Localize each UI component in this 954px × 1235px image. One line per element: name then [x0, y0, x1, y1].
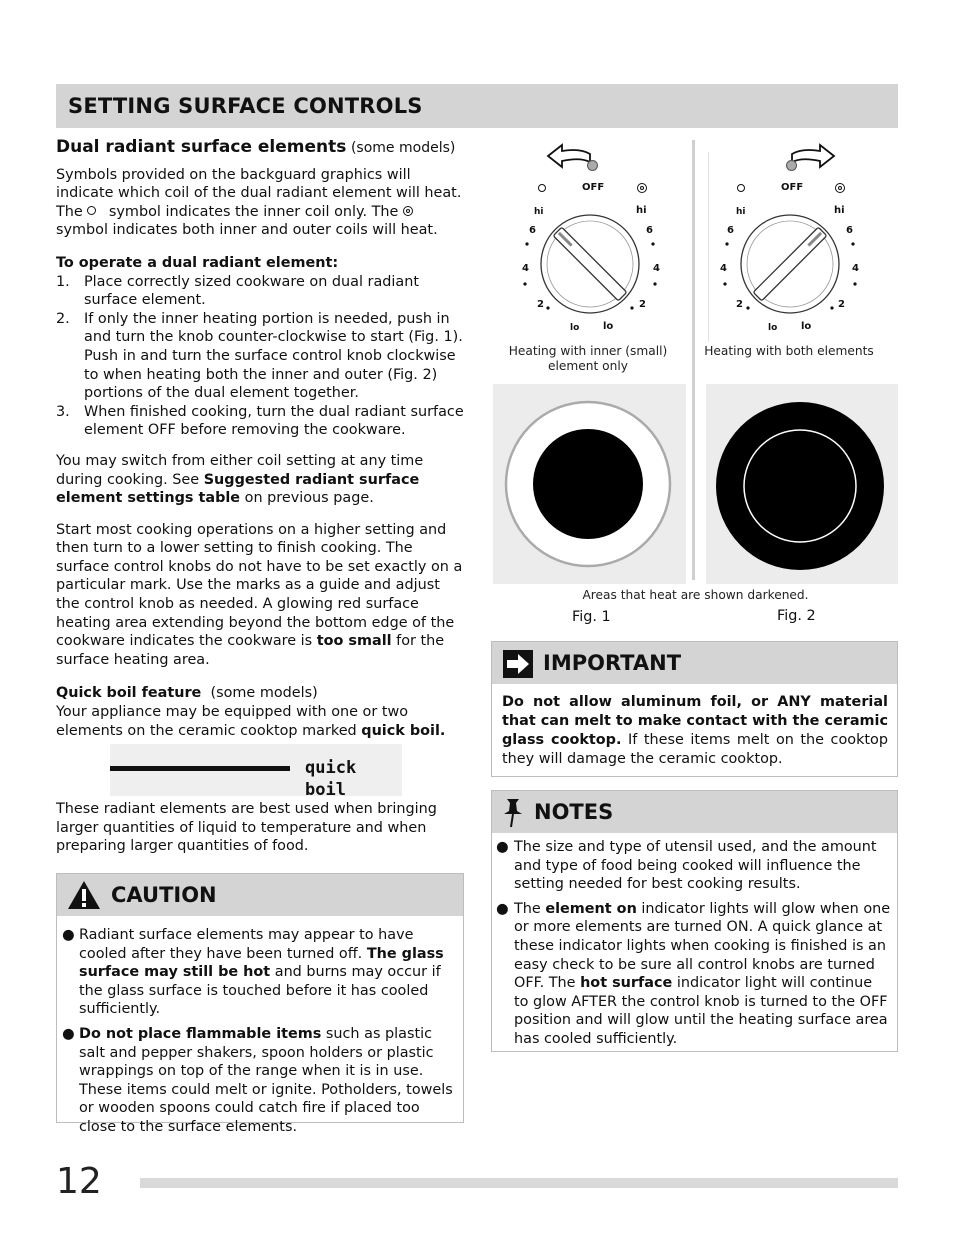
caution-box: [56, 873, 464, 1135]
lo-label: lo: [768, 323, 778, 333]
dial-1-caption: Heating with inner (small) element only: [508, 344, 668, 373]
notes-list: [492, 833, 897, 1049]
important-box: [491, 641, 898, 777]
inner-coil-symbol-icon: [737, 184, 745, 192]
operate-steps: [56, 273, 464, 440]
indicator-light-icon: [786, 160, 797, 171]
list-item: 3. When finished cooking, turn the dual radiant surface element OFF before removing the cookware.: [56, 403, 464, 439]
indicator-light-icon: [587, 160, 598, 171]
both-coils-symbol-icon: [835, 183, 845, 193]
control-knob-2: [720, 198, 870, 328]
setting-4-label: 4: [522, 263, 529, 274]
setting-4-label: 4: [720, 263, 727, 274]
list-item: ● Do not place flammable items such as plastic salt and pepper shakers, spoon holders or plastic wrappings on top of the range when it is in use. These items could melt or ignite. Potholders, towels or wooden spoons could catch fire if placed too close to the surface elements.: [62, 1025, 453, 1135]
notes-title: NOTES: [534, 800, 614, 824]
figure-divider: [692, 140, 695, 580]
quick-boil-heading: Quick boil feature (some models): [56, 685, 318, 702]
setting-6-label: 6: [646, 225, 653, 236]
start-paragraph: Start most cooking operations on a higher setting and then turn to a lower setting to finish cooking. The surface control knobs do not have to be set exactly on a particular mark. Use the marks as a guide and adjust the control knob as needed. A glowing red surface heating area extending beyond the bottom edge of the cookware indicates the cookware is too small for the surface heating area.: [56, 521, 463, 668]
arrow-right-icon: [503, 650, 533, 678]
warning-triangle-icon: [67, 880, 101, 910]
figures-caption: Areas that heat are shown darkened.: [582, 588, 809, 602]
fig-2-element: [706, 384, 898, 584]
dial-1-panel: [500, 138, 680, 378]
inner-coil-symbol-icon: [87, 206, 96, 215]
dual-heading: Dual radiant surface elements: [56, 137, 347, 157]
important-text: Do not allow aluminum foil, or ANY material that can melt to make contact with the ceramic glass cooktop. If these items melt on the cooktop they will damage the ceramic cooktop.: [502, 694, 888, 767]
dial-2-panel: [700, 138, 880, 378]
dual-radiant-section: [56, 138, 464, 740]
caution-header: [57, 874, 463, 916]
notes-header: [492, 791, 897, 833]
setting-2-label: 2: [838, 299, 845, 310]
switch-paragraph: You may switch from either coil setting at any time during cooking. See Suggested radiant surface element settings table on previous page.: [56, 452, 424, 507]
quick-boil-line: [110, 766, 290, 771]
fig-1-element: [493, 384, 686, 584]
off-label: OFF: [781, 182, 804, 193]
setting-2-label: 2: [537, 299, 544, 310]
fig-1-label: Fig. 1: [572, 609, 611, 625]
page-number: 12: [56, 1161, 102, 1202]
page-title: SETTING SURFACE CONTROLS: [68, 94, 423, 118]
hi-label: hi: [736, 207, 746, 217]
dial-2-caption: Heating with both elements: [704, 344, 874, 358]
setting-4-label: 4: [852, 263, 859, 274]
control-knob-1: [520, 198, 670, 328]
list-item: 1. Place correctly sized cookware on dual radiant surface element.: [56, 273, 419, 309]
important-title: IMPORTANT: [543, 651, 682, 675]
quick-boil-graphic: [110, 744, 402, 800]
lo-label: lo: [603, 321, 614, 332]
both-coils-symbol-icon: [403, 206, 413, 216]
operate-heading: To operate a dual radiant element:: [56, 254, 339, 271]
notes-box: [491, 790, 898, 1052]
caution-title: CAUTION: [111, 883, 217, 907]
list-item: ● The size and type of utensil used, and the amount and type of food being cooked will influence the setting needed for best cooking results.: [496, 839, 877, 893]
pushpin-icon: [501, 797, 525, 829]
lo-label: lo: [801, 321, 812, 332]
lo-label: lo: [570, 323, 580, 333]
setting-6-label: 6: [529, 225, 536, 236]
hi-label: hi: [834, 205, 845, 216]
dual-intro: Symbols provided on the backguard graphics will indicate which coil of the dual radiant element will heat. The symbol indicates the inner coil only. The symbol indicates both inner and outer coils will heat.: [56, 166, 462, 239]
footer-bar: [140, 1178, 898, 1188]
both-coils-symbol-icon: [637, 183, 647, 193]
inner-coil-symbol-icon: [538, 184, 546, 192]
list-item: ● Radiant surface elements may appear to have cooled after they have been turned off. The glass surface may still be hot and burns may occur if the glass surface is touched before it has cooled sufficiently.: [62, 927, 444, 1018]
off-label: OFF: [582, 182, 605, 193]
list-item: 2. If only the inner heating portion is needed, push in and turn the knob counter-clockwise to start (Fig. 1). Push in and turn the surface control knob clockwise to when heating both the inner and outer (Fig. 2) portions of the dual element together.: [56, 310, 463, 402]
caution-list: [57, 916, 463, 1137]
setting-4-label: 4: [653, 263, 660, 274]
hi-label: hi: [636, 205, 647, 216]
setting-6-label: 6: [846, 225, 853, 236]
quick-boil-label: quick boil: [305, 758, 357, 800]
important-header: [492, 642, 897, 684]
section-header: [56, 84, 898, 128]
fig-2-label: Fig. 2: [777, 608, 816, 624]
setting-2-label: 2: [639, 299, 646, 310]
list-item: ● The element on indicator lights will glow when one or more elements are turned ON. A quick glance at these indicator lights when cooking is finished is an easy check to be sure all control knobs are turned OFF. The hot surface indicator light will continue to glow AFTER the control knob is turned to the OFF position and will glow until the heating surface area has cooled sufficiently.: [496, 900, 891, 1047]
setting-6-label: 6: [727, 225, 734, 236]
quick-boil-after: These radiant elements are best used when bringing larger quantities of liquid to temperature and when preparing larger quantities of food.: [56, 801, 437, 855]
dual-heading-note: (some models): [350, 140, 456, 156]
quick-boil-text: Your appliance may be equipped with one or two elements on the ceramic cooktop marked quick boil.: [56, 704, 446, 739]
hi-label: hi: [534, 207, 544, 217]
setting-2-label: 2: [736, 299, 743, 310]
